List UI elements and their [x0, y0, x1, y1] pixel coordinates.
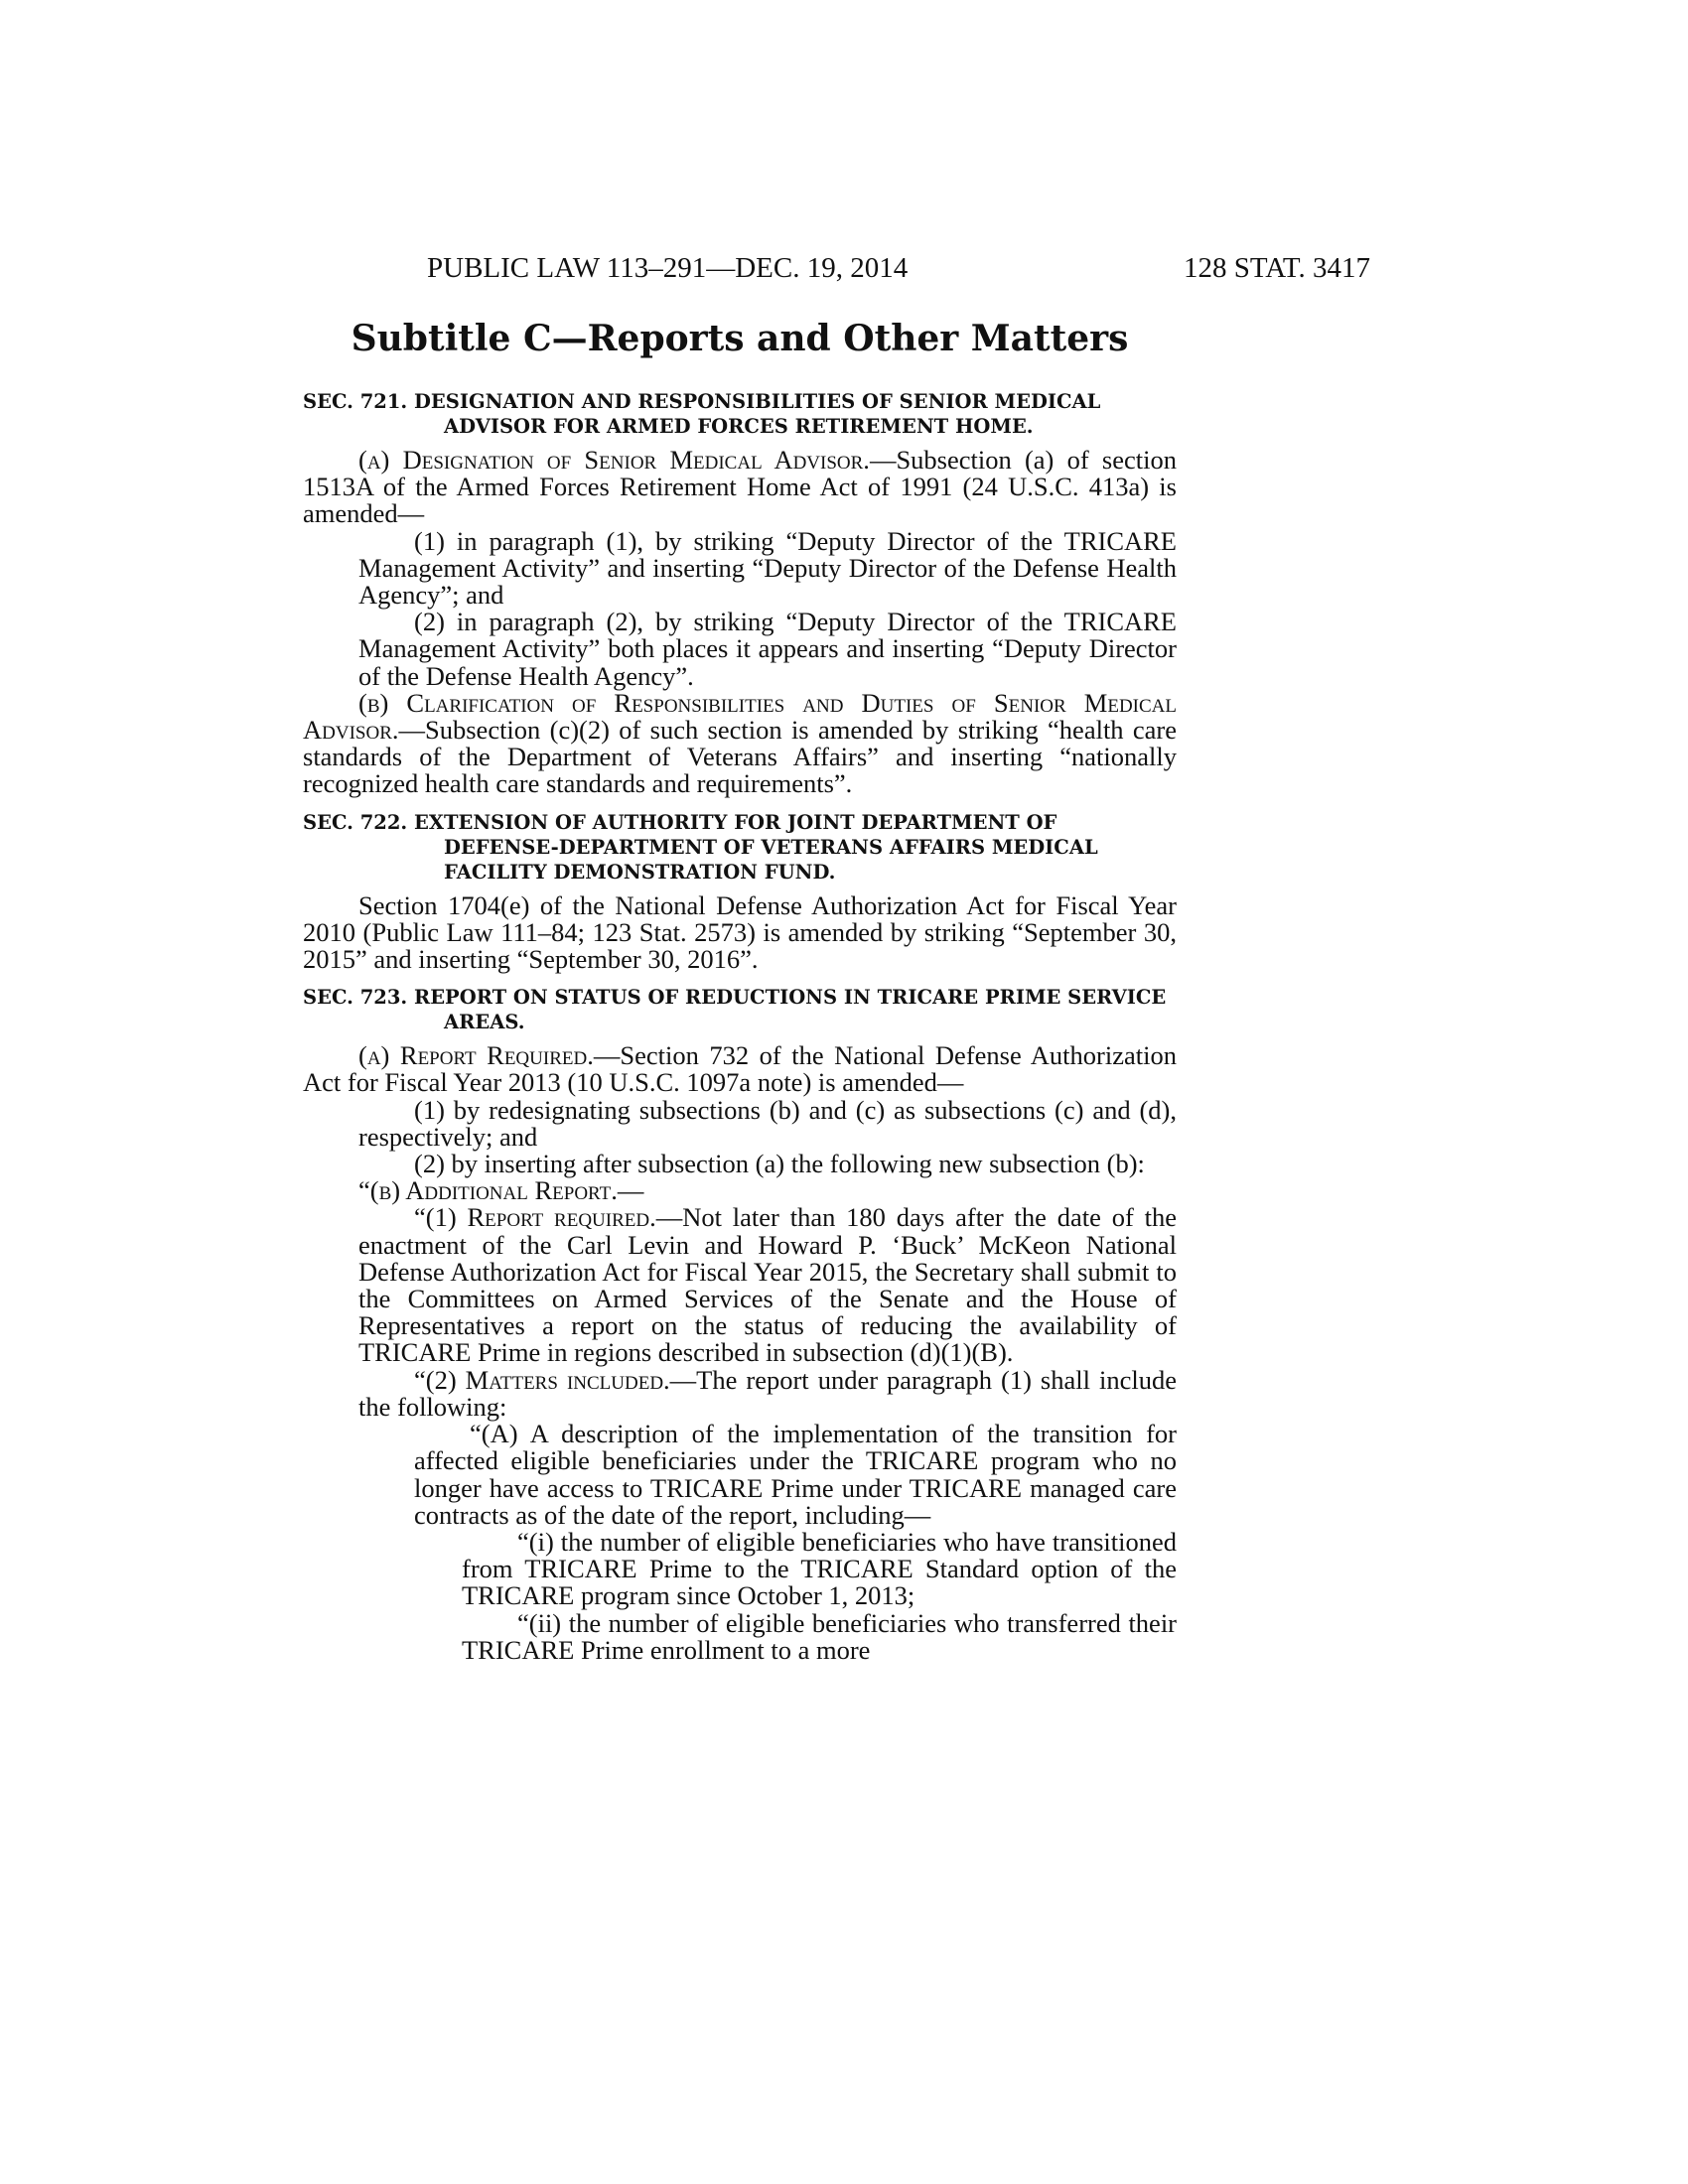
section-723-heading: SEC. 723. REPORT ON STATUS OF REDUCTIONS IN TRICARE PRIME SERVICE AREAS. — [303, 986, 1167, 1034]
quoted-paragraph-1 — [358, 1204, 1177, 1366]
subtitle-heading: Subtitle C—Reports and Other Matters — [351, 318, 1129, 359]
quoted-paragraph-2-text: —The report under paragraph (1) shall include the following: — [358, 1364, 1177, 1422]
section-723-paragraph-1: (1) by redesignating subsections (b) and (c) as subsections (c) and (d), respectively; and — [358, 1094, 1177, 1152]
quoted-clause-ii: “(ii) the number of eligible beneficiaries who transferred their TRICARE Prime enrollment to a more — [462, 1607, 1177, 1665]
running-header — [298, 248, 1370, 288]
section-722-text: Section 1704(e) of the National Defense Authorization Act for Fiscal Year 2010 (Public Law 111–84; 123 Stat. 2573) is amended by striking “September 30, 2015” and inserting “September 30, 2016”. — [303, 889, 1177, 975]
subsection-a-label: (a) Designation of Senior Medical Advisor. — [358, 445, 870, 475]
section-721-subsection-a — [303, 447, 1177, 528]
section-723-quoted-subsection-b — [303, 1177, 1177, 1204]
page-reference: 128 STAT. 3417 — [1183, 252, 1370, 284]
section-722-heading: SEC. 722. EXTENSION OF AUTHORITY FOR JOINT DEPARTMENT OF DEFENSE-DEPARTMENT OF VETERANS AFFAIRS MEDICAL FACILITY DEMONSTRATION FUND. — [303, 810, 1098, 884]
section-721-paragraph-2: (2) in paragraph (2), by striking “Deputy Director of the TRICARE Management Activity” both places it appears and inserting “Deputy Director of the Defense Health Agency”. — [358, 607, 1177, 691]
subsection-a-label: (a) Report Required. — [358, 1040, 594, 1071]
section-723-subsection-a — [303, 1042, 1177, 1096]
quoted-subsection-b-dash: — — [617, 1175, 644, 1206]
running-title: PUBLIC LAW 113–291—DEC. 19, 2014 — [427, 252, 909, 284]
quoted-subparagraph-A: “(A) A description of the implementation of the transition for affected eligible beneficiaries under the TRICARE program who no longer have access to TRICARE Prime under TRICARE managed care contracts as of the date of the report, including— — [414, 1419, 1177, 1530]
section-721-subsection-b — [303, 687, 1177, 799]
quoted-subsection-b-label: “(b) Additional Report. — [358, 1175, 618, 1206]
quoted-paragraph-2 — [358, 1364, 1177, 1422]
quoted-clause-i: “(i) the number of eligible beneficiaries who have transitioned from TRICARE Prime to the TRICARE Standard option of the TRICARE program since October 1, 2013; — [462, 1526, 1177, 1611]
subsection-b-label: (b) Clarification of Responsibilities and Duties of Senior Medical Advisor. — [303, 687, 1177, 746]
subsection-b-text: —Subsection (c)(2) of such section is amended by striking “health care standards of the Department of Veterans Affairs” and inserting “nationally recognized health care standards and requirements”. — [303, 715, 1177, 799]
subsection-a-text: —Subsection (a) of section 1513A of the Armed Forces Retirement Home Act of 1991 (24 U.S.C. 413a) is amended— — [303, 445, 1177, 529]
section-721-paragraph-1: (1) in paragraph (1), by striking “Deputy Director of the TRICARE Management Activity” and inserting “Deputy Director of the Defense Health Agency”; and — [358, 525, 1177, 611]
quoted-paragraph-2-label: “(2) Matters included. — [414, 1364, 670, 1395]
body-text — [303, 389, 1177, 1664]
quoted-paragraph-1-label: “(1) Report required. — [414, 1202, 656, 1233]
quoted-paragraph-1-text: —Not later than 180 days after the date of the enactment of the Carl Levin and Howard P. ‘Buck’ McKeon National Defense Authorization Act for Fiscal Year 2015, the Secretary shall submit to the Committees on Armed Services of the Senate and the House of Representatives a report on the status of reducing the availability of TRICARE Prime in regions described in subsection (d)(1)(B). — [358, 1202, 1177, 1368]
section-723-paragraph-2: (2) by inserting after subsection (a) the following new subsection (b): — [414, 1149, 1145, 1179]
section-721-heading: SEC. 721. DESIGNATION AND RESPONSIBILITIES OF SENIOR MEDICAL ADVISOR FOR ARMED FORCES RETIREMENT HOME. — [303, 390, 1101, 438]
subsection-a-text: —Section 732 of the National Defense Authorization Act for Fiscal Year 2013 (10 U.S.C. 1097a note) is amended— — [303, 1040, 1177, 1098]
